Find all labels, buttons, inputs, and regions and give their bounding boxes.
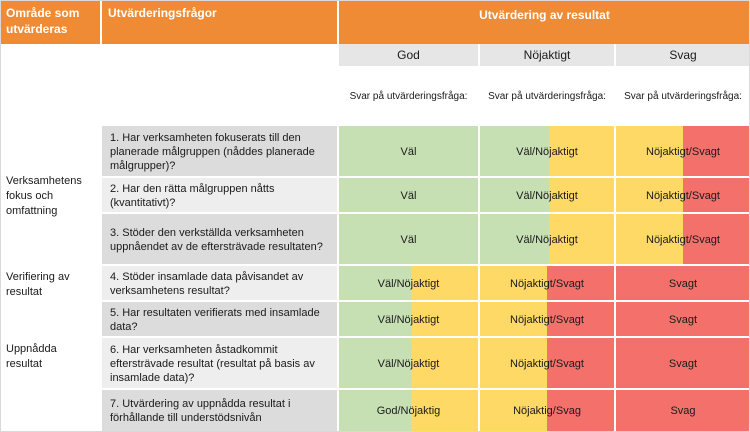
col-divider	[337, 44, 339, 432]
result-svag: Svagt	[616, 302, 750, 338]
question-cell: 2. Har den rätta målgruppen nåtts (kvantitativt)?	[102, 178, 337, 214]
grade-god: God	[339, 44, 478, 66]
row-divider	[0, 336, 750, 338]
svar-label-svag: Svar på utvärderingsfråga:	[616, 66, 750, 126]
col-divider	[614, 44, 616, 432]
header-questions: Utvärderingsfrågor	[102, 0, 337, 44]
result-god: Väl	[339, 214, 478, 266]
question-cell: 4. Stöder insamlade data påvisandet av verksamhetens resultat?	[102, 266, 337, 302]
question-cell: 7. Utvärdering av uppnådda resultat i förhållande till understödsnivån	[102, 390, 337, 432]
result-god: Väl	[339, 126, 478, 178]
row-divider	[102, 300, 750, 302]
question-cell: 6. Har verksamheten åstadkommit eftersträvade resultat (resultat på basis av insamlade data)?	[102, 338, 337, 390]
question-cell: 5. Har resultaten verifierats med insamlade data?	[102, 302, 337, 338]
row-divider	[0, 264, 750, 266]
result-nojaktig: Nöjaktig/Svag	[480, 390, 614, 432]
grade-svag: Svag	[616, 44, 750, 66]
result-god: God/Nöjaktig	[339, 390, 478, 432]
result-nojaktig: Nöjaktigt/Svagt	[480, 338, 614, 390]
result-nojaktig: Nöjaktigt/Svagt	[480, 266, 614, 302]
question-blank	[102, 44, 337, 126]
row-divider	[102, 212, 750, 214]
svar-label-nojaktig: Svar på utvärderingsfråga:	[480, 66, 614, 126]
question-cell: 1. Har verksamheten fokuserats till den planerade målgruppen (nåddes planerade målgrupper)?	[102, 126, 337, 178]
result-svag: Svagt	[616, 338, 750, 390]
grade-nojaktig: Nöjaktigt	[480, 44, 614, 66]
result-nojaktig: Väl/Nöjaktigt	[480, 214, 614, 266]
svar-label-god: Svar på utvärderingsfråga:	[339, 66, 478, 126]
question-cell: 3. Stöder den verkställda verksamheten uppnåendet av de eftersträvade resultaten?	[102, 214, 337, 266]
result-god: Väl/Nöjaktigt	[339, 266, 478, 302]
area-label: Verifiering av resultat	[0, 266, 100, 338]
result-svag: Nöjaktigt/Svagt	[616, 178, 750, 214]
area-label: Verksamhetens fokus och omfattning	[0, 126, 100, 266]
result-nojaktig: Väl/Nöjaktigt	[480, 126, 614, 178]
result-god: Väl/Nöjaktigt	[339, 302, 478, 338]
result-god: Väl/Nöjaktigt	[339, 338, 478, 390]
col-divider	[100, 44, 102, 432]
area-label: Uppnådda resultat	[0, 338, 100, 432]
result-svag: Nöjaktigt/Svagt	[616, 126, 750, 178]
row-divider	[102, 176, 750, 178]
col-divider	[478, 44, 480, 432]
header-area: Område som utvärderas	[0, 0, 100, 44]
result-svag: Svag	[616, 390, 750, 432]
result-svag: Svagt	[616, 266, 750, 302]
result-nojaktig: Nöjaktigt/Svagt	[480, 302, 614, 338]
result-god: Väl	[339, 178, 478, 214]
area-blank	[0, 44, 100, 126]
row-divider	[102, 388, 750, 390]
result-svag: Nöjaktigt/Svagt	[616, 214, 750, 266]
result-nojaktig: Väl/Nöjaktigt	[480, 178, 614, 214]
header-evaluation: Utvärdering av resultat	[339, 0, 750, 44]
